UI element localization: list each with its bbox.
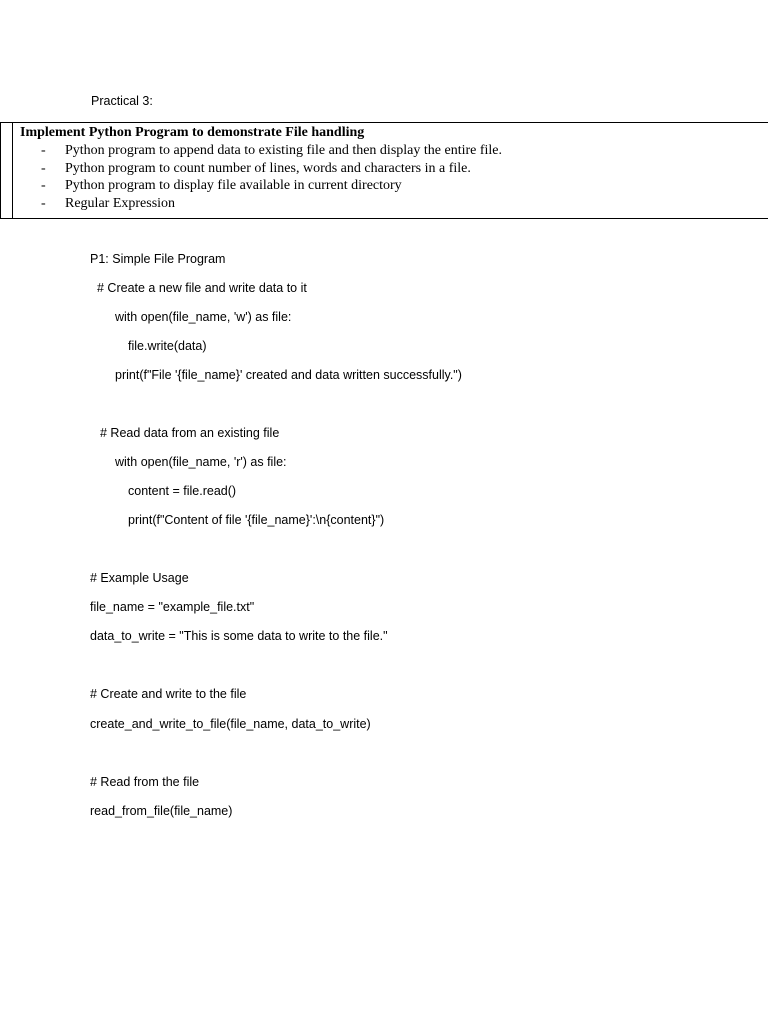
code-line: print(f"Content of file '{file_name}':\n{content}")	[128, 513, 385, 527]
code-line: file_name = "example_file.txt"	[90, 600, 255, 614]
code-comment: # Create and write to the file	[90, 687, 247, 701]
task-item-text: Python program to append data to existing file and then display the entire file.	[65, 143, 503, 158]
code-line: data_to_write = "This is some data to write to the file."	[90, 629, 388, 643]
task-heading: Implement Python Program to demonstrate File handling	[20, 125, 365, 140]
code-line: read_from_file(file_name)	[90, 804, 233, 818]
task-item-text: Python program to count number of lines, words and characters in a file.	[65, 161, 471, 176]
bullet-dash: -	[41, 196, 46, 211]
task-box	[0, 122, 768, 219]
bullet-dash: -	[41, 143, 46, 158]
table-border-left	[0, 123, 1, 218]
task-item-text: Python program to display file available in current directory	[65, 178, 402, 193]
task-item	[41, 161, 471, 177]
task-item	[41, 143, 502, 159]
task-item	[41, 178, 402, 194]
table-border-inner	[12, 123, 13, 218]
bullet-dash: -	[41, 178, 46, 193]
code-line: content = file.read()	[128, 484, 237, 498]
bullet-dash: -	[41, 161, 46, 176]
task-item	[41, 196, 175, 212]
code-line: print(f"File '{file_name}' created and data written successfully.")	[115, 368, 462, 382]
code-line: with open(file_name, 'r') as file:	[115, 455, 287, 469]
code-line: file.write(data)	[128, 339, 207, 353]
code-comment: # Read data from an existing file	[100, 426, 280, 440]
code-line: create_and_write_to_file(file_name, data_to_write)	[90, 717, 371, 731]
task-item-text: Regular Expression	[65, 196, 176, 211]
program-title: P1: Simple File Program	[90, 252, 226, 266]
code-comment: # Read from the file	[90, 775, 200, 789]
practical-title: Practical 3:	[91, 94, 153, 108]
code-comment: # Create a new file and write data to it	[97, 281, 307, 295]
code-line: with open(file_name, 'w') as file:	[115, 310, 292, 324]
code-comment: # Example Usage	[90, 571, 189, 585]
